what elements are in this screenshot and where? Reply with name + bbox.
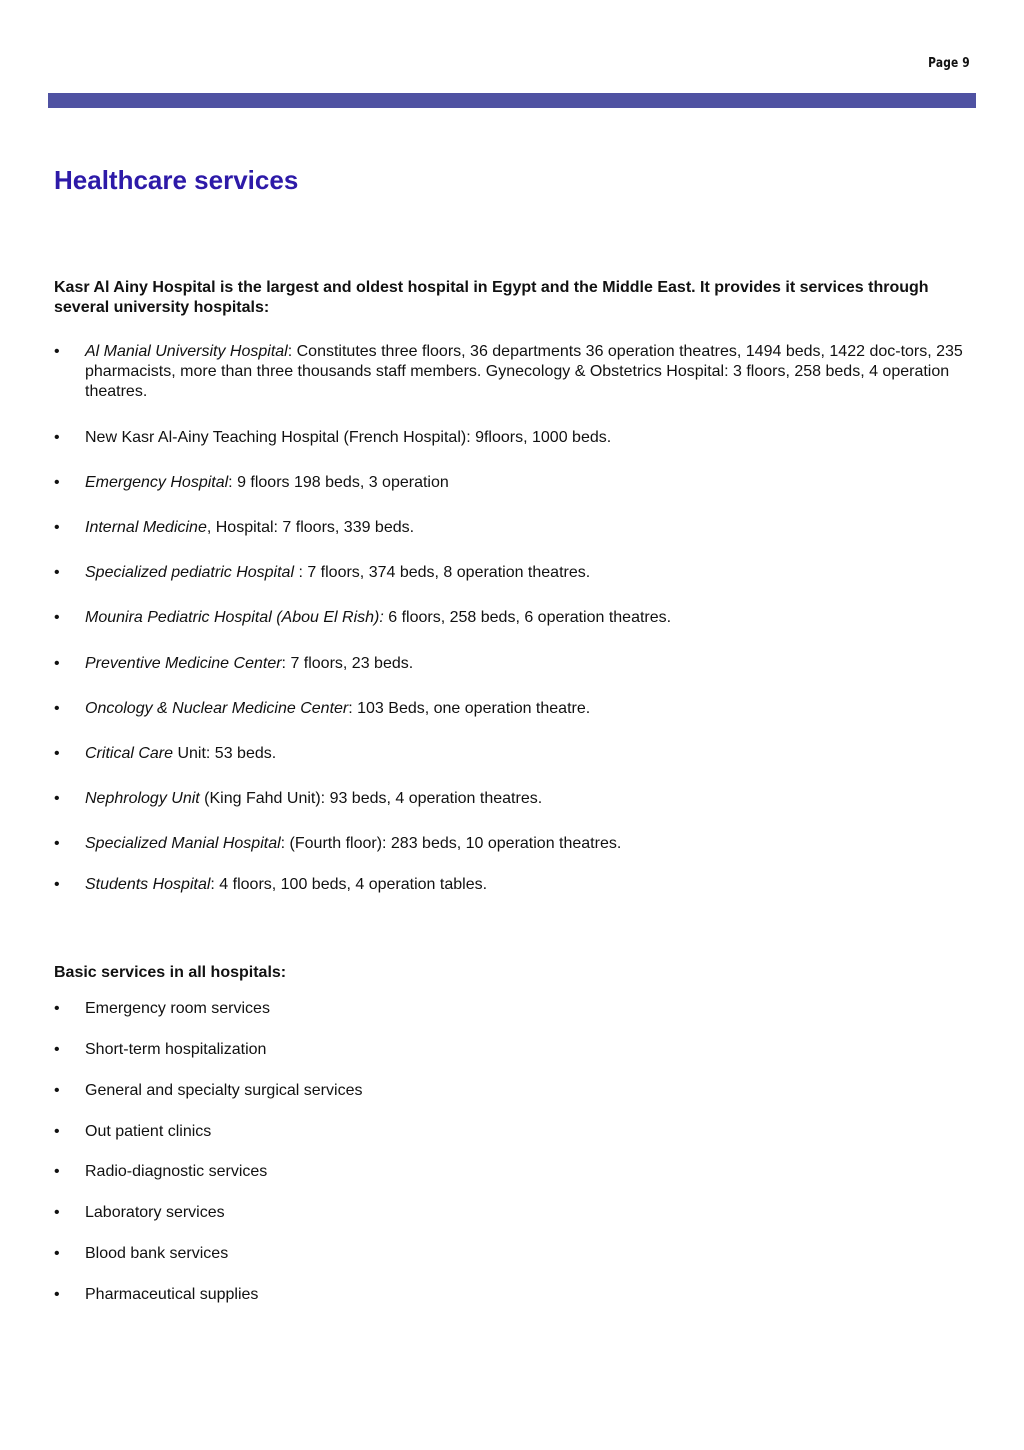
list-item-text [85,699,965,719]
hospital-detail: : 9 floors 198 beds, 3 operation [228,474,449,491]
service-text: Laboratory services [85,1204,225,1221]
hospital-name: Internal Medicine [85,519,207,536]
hospital-detail: : 7 floors, 374 beds, 8 operation theatres. [294,564,591,581]
page-title: Healthcare services [54,165,299,195]
bullet-icon: • [54,1286,60,1303]
hospital-name: Critical Care [85,745,174,762]
list-item-text [85,789,965,809]
bullet-icon: • [54,564,60,581]
bullet-icon: • [54,609,60,626]
list-item-text [85,654,965,674]
bullet-icon: • [54,343,60,360]
service-text: General and specialty surgical services [85,1082,363,1099]
list-item-text [85,608,965,628]
hospital-name: Mounira Pediatric Hospital (Abou El Rish): [85,609,384,626]
list-item-text [85,518,965,538]
bullet-icon: • [54,1204,60,1221]
hospital-detail: : 4 floors, 100 beds, 4 operation tables. [210,876,488,893]
bullet-icon: • [54,1000,60,1017]
bullet-icon: • [54,745,60,762]
hospital-detail: : 7 floors, 23 beds. [281,655,414,672]
service-text: Radio-diagnostic services [85,1163,268,1180]
service-text: Emergency room services [85,1000,270,1017]
hospital-name: Preventive Medicine Center [85,655,282,672]
bullet-icon: • [54,474,60,491]
list-item-text [85,473,965,493]
hospital-list [54,342,964,902]
hospital-name: Emergency Hospital [85,474,229,491]
bullet-icon: • [54,1082,60,1099]
bullet-icon: • [54,1245,60,1262]
service-text: Out patient clinics [85,1123,212,1140]
list-item-text [85,342,965,402]
hospital-name: Specialized Manial Hospital [85,835,281,852]
service-text: Pharmaceutical supplies [85,1286,259,1303]
bullet-icon: • [54,1041,60,1058]
bullet-icon: • [54,876,60,893]
service-text: Short-term hospitalization [85,1041,267,1058]
hospital-detail: (King Fahd Unit): 93 beds, 4 operation theatres. [199,790,543,807]
bullet-icon: • [54,429,60,446]
intro-paragraph: Kasr Al Ainy Hospital is the largest and oldest hospital in Egypt and the Middle East. It provides it services through several university hospitals: [54,279,929,316]
hospital-detail: : (Fourth floor): 283 beds, 10 operation theatres. [280,835,622,852]
hospital-name: Nephrology Unit [85,790,200,807]
page-number: Page 9 [928,56,970,71]
basic-services-list [54,999,964,1309]
hospital-name: Al Manial University Hospital [85,343,288,360]
bullet-icon: • [54,835,60,852]
service-text: Blood bank services [85,1245,229,1262]
list-item-text [85,834,965,854]
basic-services-heading: Basic services in all hospitals: [54,964,287,981]
hospital-name: Students Hospital [85,876,211,893]
list-item-text [85,428,965,448]
bullet-icon: • [54,655,60,672]
list-item-text [85,875,965,895]
hospital-name: Specialized pediatric Hospital [85,564,294,581]
list-item-text [85,563,965,583]
hospital-detail: 6 floors, 258 beds, 6 operation theatres. [383,609,672,626]
list-item-text [85,744,965,764]
hospital-detail: , Hospital: 7 floors, 339 beds. [206,519,415,536]
header-bar [48,93,976,108]
bullet-icon: • [54,1123,60,1140]
hospital-detail: Unit: 53 beds. [173,745,277,762]
bullet-icon: • [54,700,60,717]
bullet-icon: • [54,790,60,807]
hospital-detail: New Kasr Al-Ainy Teaching Hospital (French Hospital): 9floors, 1000 beds. [85,429,612,446]
bullet-icon: • [54,1163,60,1180]
hospital-detail: : 103 Beds, one operation theatre. [348,700,591,717]
hospital-detail: : Constitutes three floors, 36 departments 36 operation theatres, 1494 beds, 1422 doc-tors, 235 pharmacists, more than three thousands staff members. Gynecology & Obstetrics Hospital: 3 floors, 258 beds, 4 operation theatres. [85,343,963,400]
bullet-icon: • [54,519,60,536]
hospital-name: Oncology & Nuclear Medicine Center [85,700,349,717]
